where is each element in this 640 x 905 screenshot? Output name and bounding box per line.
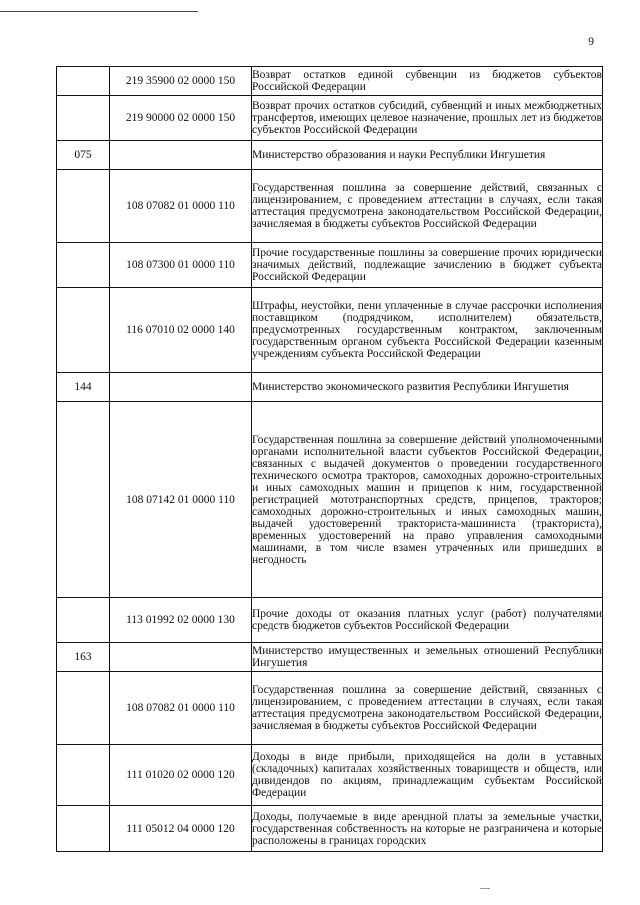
table-row bbox=[57, 402, 603, 598]
table-row bbox=[57, 288, 603, 373]
revenue-name-cell: Прочие доходы от оказания платных услуг (работ) получателями средств бюджетов субъектов Российской Федерации bbox=[252, 598, 603, 643]
budget-code-cell: 219 90000 02 0000 150 bbox=[110, 96, 252, 141]
admin-code-cell bbox=[57, 67, 110, 96]
admin-code-cell bbox=[57, 672, 110, 745]
table-row bbox=[57, 598, 603, 643]
budget-code-cell bbox=[110, 373, 252, 402]
ministry-name-cell: Министерство имущественных и земельных отношений Республики Ингушетия bbox=[252, 643, 603, 672]
admin-code-cell: 163 bbox=[57, 643, 110, 672]
budget-code-cell bbox=[110, 141, 252, 170]
scan-mark bbox=[480, 888, 490, 889]
revenue-name-cell: Штрафы, неустойки, пени уплаченные в случае рассрочки исполнения поставщиком (подрядчиком, исполнителем) обязательств, предусмотренных государственным контрактом, заключенным государственным органом субъекта Российской Федерации казенным учреждениям субъекта Российской Федерации bbox=[252, 288, 603, 373]
table-row bbox=[57, 67, 603, 96]
ministry-name-cell: Министерство образования и науки Республики Ингушетия bbox=[252, 141, 603, 170]
budget-code-cell: 219 35900 02 0000 150 bbox=[110, 67, 252, 96]
revenue-name-cell: Доходы в виде прибыли, приходящейся на доли в уставных (складочных) капиталах хозяйственных товариществ и обществ, или дивидендов по акциям, принадлежащим субъектам Российской Федерации bbox=[252, 745, 603, 806]
revenue-name-cell: Доходы, получаемые в виде арендной платы за земельные участки, государственная собственность на которые не разграничена и которые расположены в границах городских bbox=[252, 806, 603, 852]
table-row bbox=[57, 672, 603, 745]
revenue-name-cell: Возврат прочих остатков субсидий, субвенций и иных межбюджетных трансфертов, имеющих целевое назначение, прошлых лет из бюджетов субъектов Российской Федерации bbox=[252, 96, 603, 141]
budget-code-cell: 108 07082 01 0000 110 bbox=[110, 170, 252, 243]
revenue-name-cell: Государственная пошлина за совершение действий уполномоченными органами исполнительной власти субъектов Российской Федерации, связанных с выдачей документов о проведении государственного технического осмотра тракторов, самоходных дорожно-строительных и иных самоходных машин и прицепов к ним, государственной регистрацией мототранспортных средств, прицепов, тракторов; самоходных дорожно-строительных и иных самоходных машин, выдачей удостоверений тракториста-машиниста (тракториста), временных удостоверений на право управления самоходными машинами, в том числе взамен утраченных или пришедших в негодность bbox=[252, 402, 603, 598]
admin-code-cell bbox=[57, 598, 110, 643]
budget-code-cell: 108 07300 01 0000 110 bbox=[110, 243, 252, 288]
budget-code-cell: 113 01992 02 0000 130 bbox=[110, 598, 252, 643]
table-row bbox=[57, 373, 603, 402]
budget-code-cell bbox=[110, 643, 252, 672]
admin-code-cell bbox=[57, 243, 110, 288]
table-row bbox=[57, 243, 603, 288]
budget-code-cell: 108 07142 01 0000 110 bbox=[110, 402, 252, 598]
revenue-name-cell: Возврат остатков единой субвенции из бюджетов субъектов Российской Федерации bbox=[252, 67, 603, 96]
table-row bbox=[57, 745, 603, 806]
admin-code-cell bbox=[57, 402, 110, 598]
page-number: 9 bbox=[588, 36, 594, 48]
admin-code-cell: 075 bbox=[57, 141, 110, 170]
table-row bbox=[57, 806, 603, 852]
header-rule bbox=[0, 11, 198, 12]
revenue-name-cell: Прочие государственные пошлины за совершение прочих юридически значимых действий, подлежащие зачислению в бюджет субъекта Российской Федерации bbox=[252, 243, 603, 288]
admin-code-cell bbox=[57, 745, 110, 806]
admin-code-cell bbox=[57, 806, 110, 852]
table-row bbox=[57, 141, 603, 170]
admin-code-cell: 144 bbox=[57, 373, 110, 402]
revenue-codes-table bbox=[56, 66, 603, 852]
revenue-name-cell: Государственная пошлина за совершение действий, связанных с лицензированием, с проведением аттестации в случаях, если такая аттестация предусмотрена законодательством Российской Федерации, зачисляемая в бюджеты субъектов Российской Федерации bbox=[252, 672, 603, 745]
budget-code-cell: 111 01020 02 0000 120 bbox=[110, 745, 252, 806]
table-row bbox=[57, 643, 603, 672]
budget-code-cell: 108 07082 01 0000 110 bbox=[110, 672, 252, 745]
admin-code-cell bbox=[57, 96, 110, 141]
admin-code-cell bbox=[57, 170, 110, 243]
budget-code-cell: 111 05012 04 0000 120 bbox=[110, 806, 252, 852]
table-row bbox=[57, 96, 603, 141]
admin-code-cell bbox=[57, 288, 110, 373]
ministry-name-cell: Министерство экономического развития Республики Ингушетия bbox=[252, 373, 603, 402]
revenue-name-cell: Государственная пошлина за совершение действий, связанных с лицензированием, с проведением аттестации в случаях, если такая аттестация предусмотрена законодательством Российской Федерации, зачисляемая в бюджеты субъектов Российской Федерации bbox=[252, 170, 603, 243]
table-row bbox=[57, 170, 603, 243]
budget-code-cell: 116 07010 02 0000 140 bbox=[110, 288, 252, 373]
